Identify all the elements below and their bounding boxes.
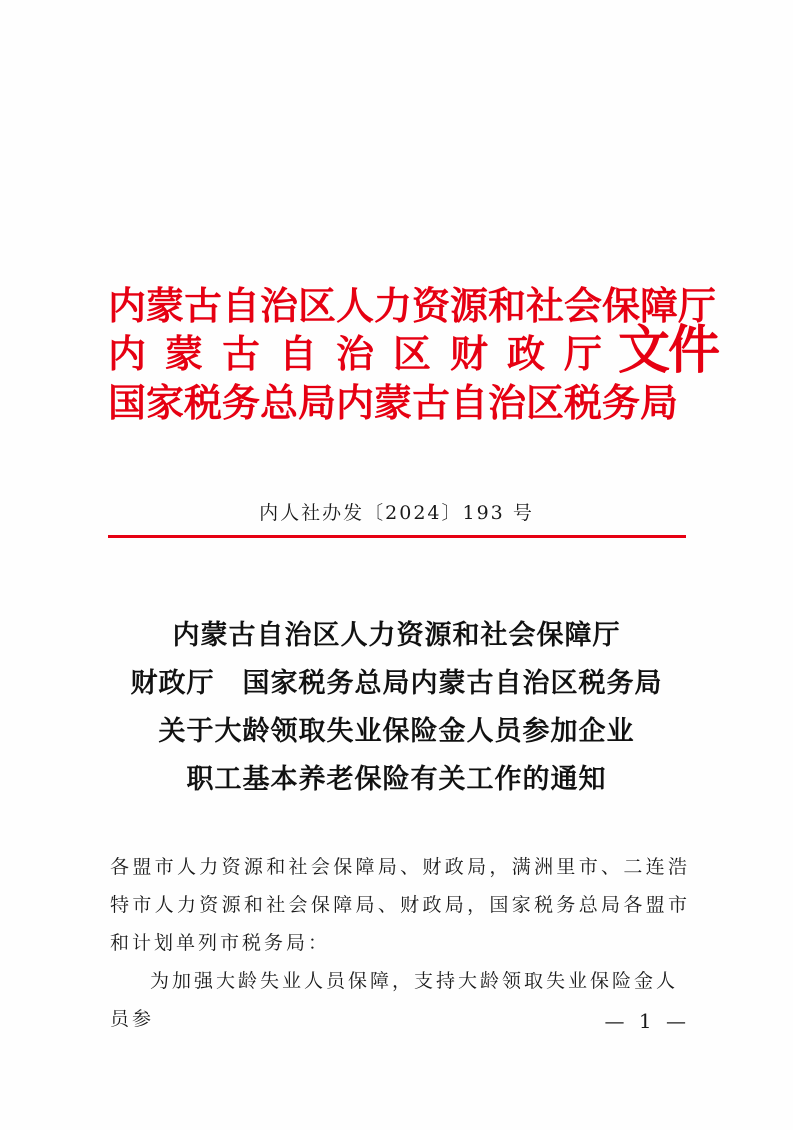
title-line-1: 内蒙古自治区人力资源和社会保障厅 — [172, 620, 621, 651]
agency-hrss: 内蒙古自治区人力资源和社会保障厅 — [108, 283, 717, 328]
agency-tax: 国家税务总局内蒙古自治区税务局 — [108, 380, 679, 425]
agency-finance: 内蒙古自治区财政厅 — [108, 331, 622, 376]
notice-title — [0, 612, 793, 804]
title-line-4: 职工基本养老保险有关工作的通知 — [186, 764, 607, 795]
addressee-paragraph: 各盟市人力资源和社会保障局、财政局，满洲里市、二连浩特市人力资源和社会保障局、财政局，国家税务总局各盟市和计划单列市税务局： — [110, 856, 690, 954]
page-number: — 1 — — [604, 1009, 690, 1033]
issuing-agencies-header — [108, 283, 719, 433]
title-line-2: 财政厅 国家税务总局内蒙古自治区税务局 — [130, 668, 663, 699]
red-separator-line — [108, 535, 686, 538]
document-label: 文件 — [618, 320, 719, 381]
document-number: 内人社办发〔2024〕193 号 — [259, 502, 534, 524]
title-line-3: 关于大龄领取失业保险金人员参加企业 — [158, 716, 635, 747]
body-paragraph-1: 为加强大龄失业人员保障，支持大龄领取失业保险金人员参 — [110, 970, 679, 1030]
